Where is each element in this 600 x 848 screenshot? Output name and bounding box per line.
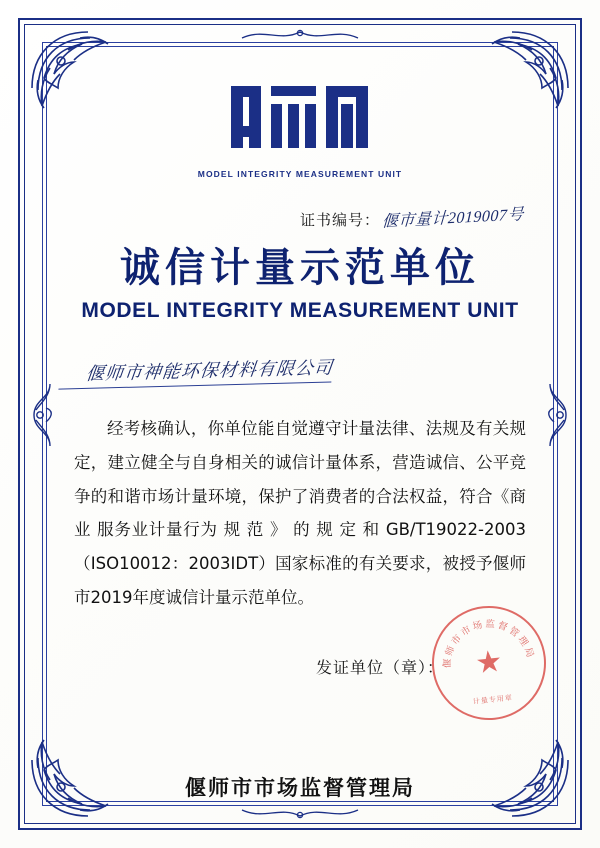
certificate-title-english: MODEL INTEGRITY MEASUREMENT UNIT <box>81 299 519 322</box>
certificate-title-chinese: 诚信计量示范单位 <box>120 245 480 291</box>
official-seal-stamp <box>426 600 551 725</box>
certificate-number-label: 证书编号： <box>299 211 380 229</box>
certificate-body-text: 经考核确认，你单位能自觉遵守计量法律、法规及有关规定，建立健全与自身相关的诚信计量体系，营造诚信、公平竞争的和谐市场计量环境，保护了消费者的合法权益，符合《商业 服务业计量行为 规 范 》 的 规 定 和 GB/T19022-2003（ISO10012：2003IDT）国家标准的有关要求，被授予偃师市2019年度诚信计量示范单位。 <box>74 419 526 608</box>
issuing-organization: 偃师市市场监督管理局 <box>185 776 415 800</box>
certificate-number-row <box>60 205 540 230</box>
issuer-line: 发证单位（章）： <box>315 657 444 677</box>
certificate-number-value: 偃市量计2019007号 <box>381 206 525 231</box>
side-ornament-left <box>30 370 56 460</box>
svg-text:偃师市市场监督管理局: 偃师市市场监督管理局 <box>441 618 536 669</box>
recipient-name: 偃师市神能环保材料有限公司 <box>58 353 334 389</box>
mium-monogram-logo-icon <box>225 78 375 161</box>
seal-star-icon: ★ <box>473 644 505 681</box>
side-ornament-right <box>544 370 570 460</box>
side-ornament-top-center <box>240 26 360 44</box>
logo-block <box>60 60 540 179</box>
seal-bottom-text: 计量专用章 <box>472 693 514 706</box>
logo-caption: MODEL INTEGRITY MEASUREMENT UNIT <box>197 169 403 179</box>
side-ornament-bottom-center <box>240 804 360 822</box>
recipient-row <box>60 323 540 386</box>
